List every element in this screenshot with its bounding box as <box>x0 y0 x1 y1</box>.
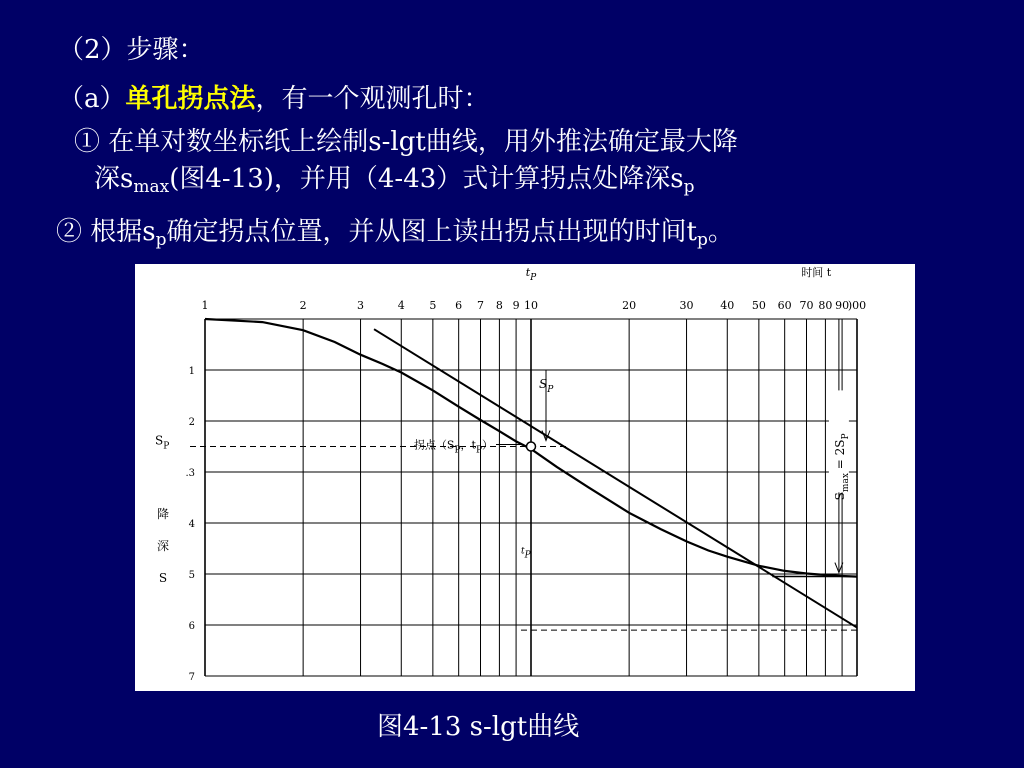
x-tick-label: 8 <box>495 299 503 312</box>
x-tick-label: 7 <box>477 299 485 312</box>
sp-mid-label: $S_P$ <box>539 376 554 395</box>
y-tick-label: 6 <box>188 621 195 632</box>
point2-sub-p-2: p <box>696 230 708 250</box>
x-tick-label: 40 <box>720 299 735 312</box>
point-2-line <box>56 215 734 257</box>
tp-low-label: tP <box>521 546 531 561</box>
x-tick-label: 20 <box>622 299 637 312</box>
x-tick-label: 6 <box>455 299 463 312</box>
point1-mid: 曲线，用外推法确定最大降 <box>425 127 738 157</box>
x-tick-label: 30 <box>679 299 694 312</box>
tp-top-label: $t_P$ <box>525 266 537 283</box>
s-max-label: $S_{max} = 2S_P$ <box>832 433 851 501</box>
y-tick-label: 5 <box>188 570 195 581</box>
method-name: 单孔拐点法 <box>125 84 256 114</box>
inflection-label: 拐点（$S_P$，$t_P$） <box>413 438 493 456</box>
point2-sub-p: p <box>155 230 167 250</box>
method-prefix: （a） <box>58 84 126 114</box>
method-line <box>58 82 490 116</box>
x-tick-label: 10 <box>524 299 538 312</box>
sub-max: max <box>133 177 170 197</box>
x-tick-label: 3 <box>357 299 365 312</box>
sp-left-label: $S_P$ <box>155 433 170 452</box>
point1-lead: ① 在单对数坐标纸上绘制 <box>74 127 369 157</box>
x-tick-label: )00 <box>847 299 867 312</box>
point1-line2-a: 深s <box>94 164 134 194</box>
figure-caption: 图4-13 s-lgt曲线 <box>377 712 580 742</box>
inflection-point <box>527 442 536 451</box>
x-axis-title: 时间 t <box>801 266 832 279</box>
method-suffix: ，有一个观测孔时： <box>255 84 490 114</box>
x-tick-label: 70 <box>799 299 814 312</box>
x-tick-label: 50 <box>751 299 766 312</box>
y-tick-label: 4 <box>188 519 195 530</box>
point-1-line-2 <box>94 162 695 204</box>
y-tick-label: 2 <box>188 417 195 428</box>
point1-line2-b: (图4-13)，并用（4-43）式计算拐点处降深s <box>169 164 684 194</box>
point2-lead: ② 根据s <box>56 217 156 247</box>
y-axis-title-char: 深 <box>156 538 170 553</box>
x-tick-label: 90 <box>835 299 850 312</box>
y-axis-title-char: S <box>158 570 168 585</box>
y-tick-label: 1 <box>188 366 195 377</box>
y-tick-label: .3 <box>185 468 195 479</box>
sub-p: p <box>683 177 695 197</box>
point2-end: 。 <box>707 217 734 247</box>
step-heading-text: （2）步骤： <box>58 35 205 65</box>
s-lgt-chart <box>135 264 915 691</box>
point2-mid: 确定拐点位置，并从图上读出拐点出现的时间t <box>166 217 697 247</box>
x-tick-label: 9 <box>512 299 520 312</box>
point-1-line-1 <box>74 125 738 159</box>
x-tick-label: 60 <box>777 299 792 312</box>
chart-figure <box>135 264 915 691</box>
x-tick-label: 4 <box>397 299 405 312</box>
step-heading <box>58 33 205 67</box>
x-tick-label: 80 <box>818 299 833 312</box>
x-tick-label: 2 <box>299 299 307 312</box>
x-tick-label: 5 <box>429 299 437 312</box>
y-axis-title-char: 降 <box>156 506 170 521</box>
x-tick-label: 1 <box>201 299 209 312</box>
y-tick-label: 7 <box>188 672 195 683</box>
point1-curve: s-lgt <box>368 127 426 157</box>
